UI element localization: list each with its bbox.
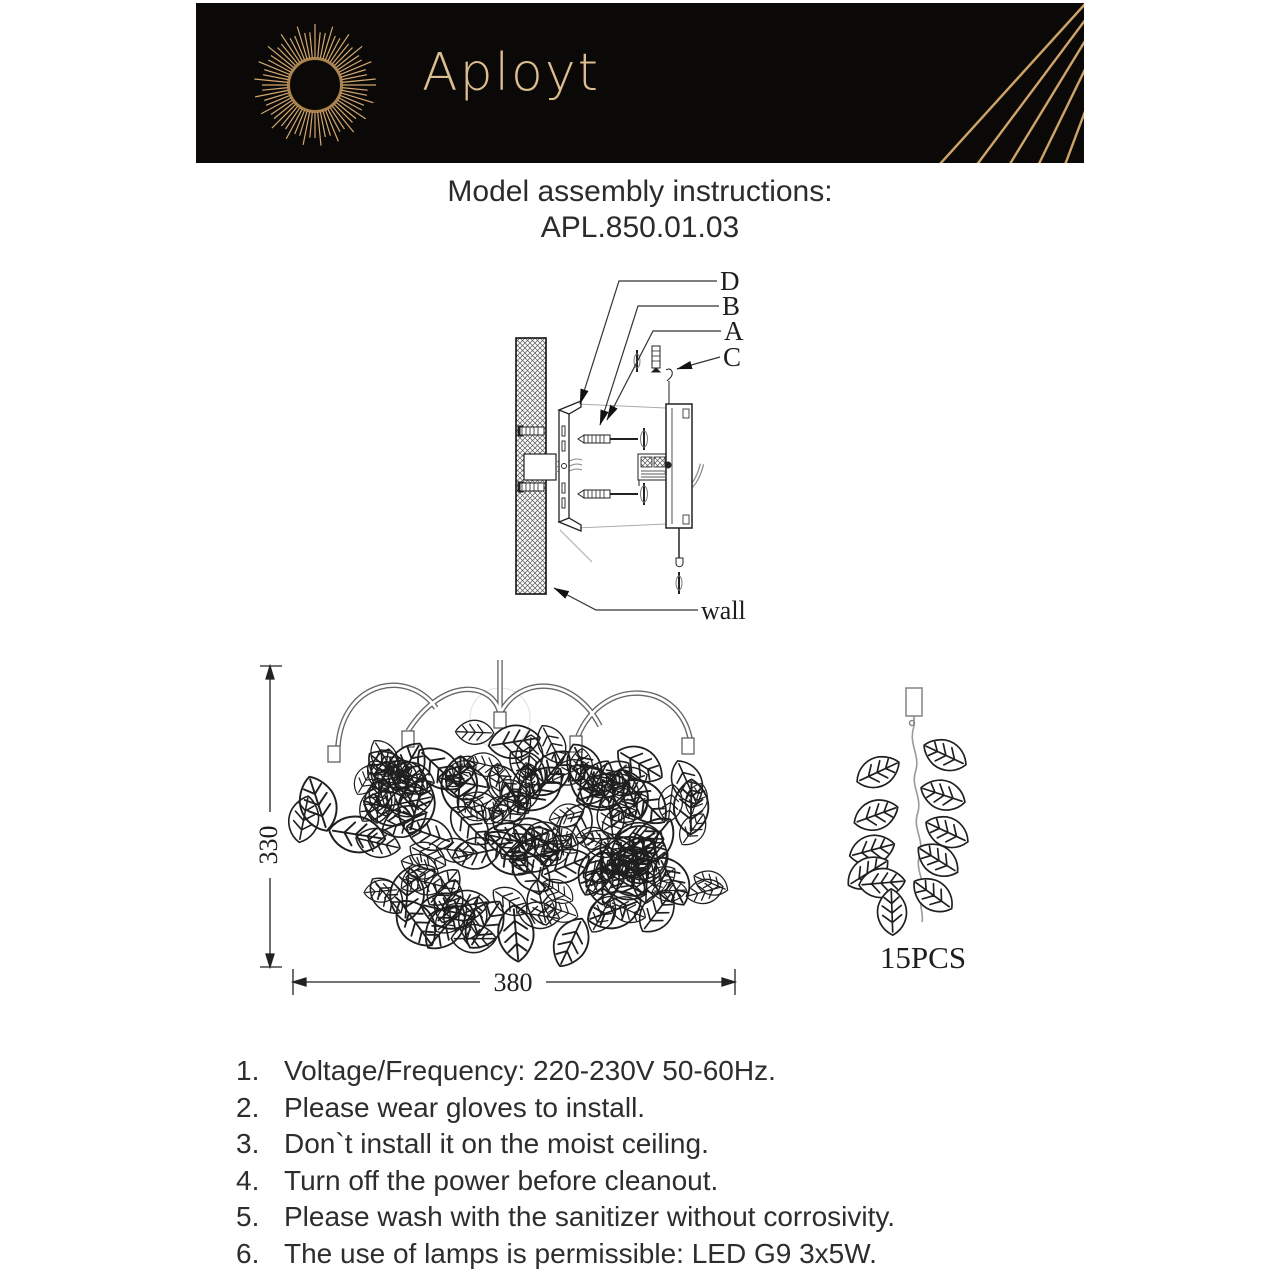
- instruction-text: Don`t install it on the moist ceiling.: [284, 1128, 709, 1159]
- instruction-text: The use of lamps is permissible: LED G9 3x5W.: [284, 1237, 877, 1269]
- part-label-a: A: [724, 316, 744, 346]
- part-label-d: D: [720, 266, 740, 296]
- instruction-number: 6.: [236, 1237, 260, 1269]
- sunburst-ring: [289, 59, 342, 112]
- instruction-text: Voltage/Frequency: 220-230V 50-60Hz.: [284, 1055, 776, 1086]
- leader-line-d: [580, 281, 717, 404]
- leader-line-wall: [554, 588, 698, 610]
- instruction-number: 1.: [236, 1055, 260, 1086]
- brand-banner: [196, 3, 1084, 163]
- instruction-item: [228, 1236, 1108, 1273]
- height-dimension-label: 330: [254, 825, 283, 865]
- strand-count-label: 15PCS: [879, 940, 967, 975]
- instruction-text: Please wear gloves to install.: [284, 1091, 646, 1123]
- instruction-item: [228, 1126, 1108, 1163]
- instruction-item: [228, 1053, 1108, 1090]
- leaf-strand-drawing: [828, 676, 1028, 986]
- lamp-dimension-drawing: [238, 646, 748, 1018]
- title-line: Model assembly instructions:: [447, 175, 833, 208]
- instruction-number: 5.: [236, 1201, 260, 1232]
- instruction-item: [228, 1199, 1108, 1236]
- instruction-item: [228, 1090, 1108, 1127]
- instruction-item: [228, 1163, 1108, 1200]
- wall-anchor-screw: [518, 426, 544, 436]
- corner-rays-icon: [832, 3, 1084, 163]
- bottom-finial: [676, 528, 683, 594]
- leader-line-a: [607, 331, 721, 420]
- mounting-screw: [578, 428, 648, 450]
- part-label-c: C: [723, 342, 742, 372]
- instruction-number: 3.: [236, 1128, 260, 1159]
- instruction-number: 4.: [236, 1164, 260, 1196]
- strand-leaves: [841, 732, 974, 935]
- top-screw: [634, 346, 672, 404]
- sunburst-logo-icon: [254, 24, 376, 146]
- junction-box: [524, 454, 556, 480]
- instruction-text: Please wash with the sanitizer without corrosivity.: [284, 1201, 896, 1232]
- instruction-text: Turn off the power before cleanout.: [284, 1164, 719, 1196]
- crystal-leaf-cluster: [285, 720, 732, 973]
- terminal-block: [638, 454, 668, 486]
- wall-mounting-diagram: [480, 258, 780, 643]
- wall-label: wall: [701, 596, 746, 625]
- brand-wordmark: Aployt: [422, 43, 601, 103]
- width-dimension-label: 380: [493, 968, 533, 997]
- fixture-back-plate: [665, 404, 692, 528]
- shade-outline: [560, 404, 666, 562]
- instructions-list: [228, 1053, 1108, 1272]
- part-label-b: B: [722, 291, 741, 321]
- banner-decorations: [196, 3, 1084, 163]
- instruction-number: 2.: [236, 1091, 260, 1123]
- wall-anchor-screw: [518, 482, 544, 492]
- model-number: APL.850.01.03: [540, 211, 740, 244]
- mounting-screw: [578, 483, 648, 505]
- leader-line-c: [677, 357, 720, 369]
- page-title: [0, 174, 1280, 246]
- strand-hook: [906, 688, 922, 726]
